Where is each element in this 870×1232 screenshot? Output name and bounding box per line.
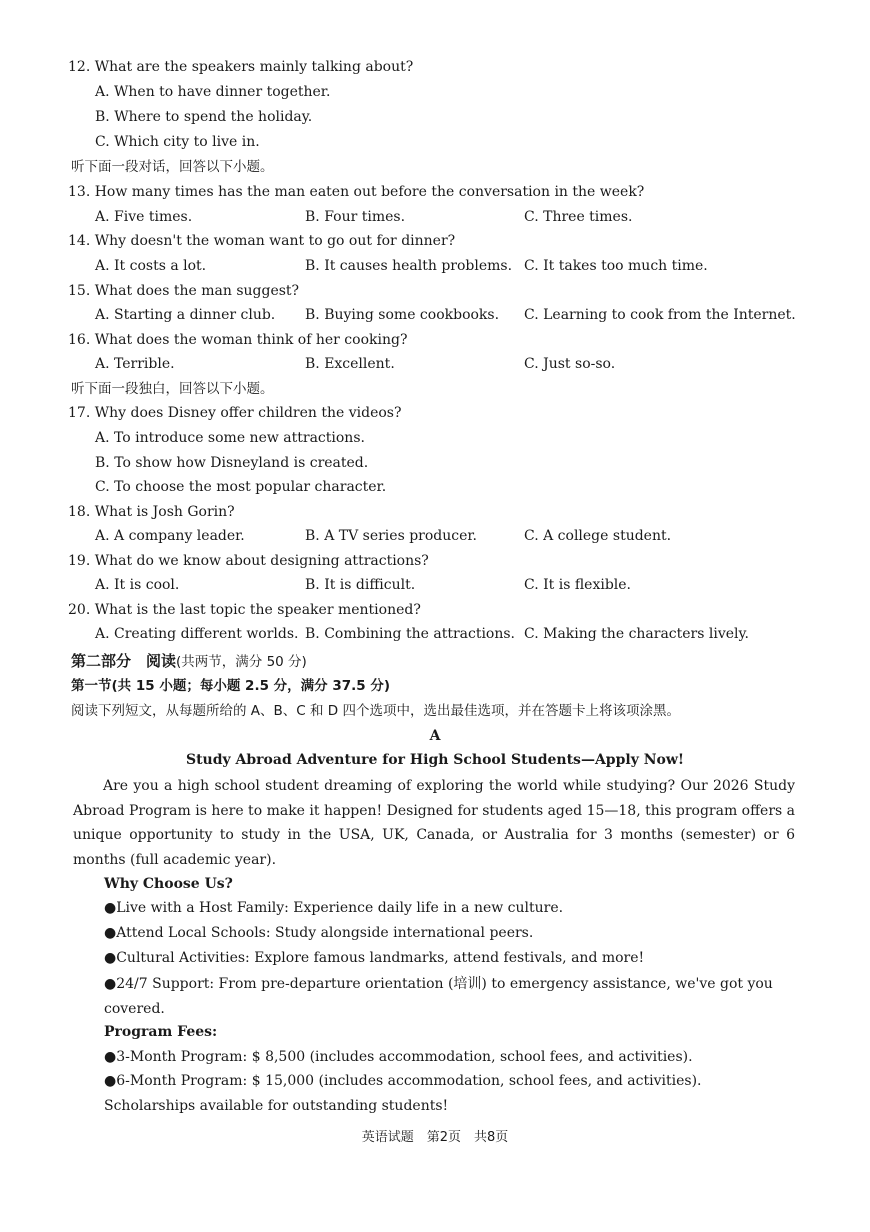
question-18: 18. What is Josh Gorin?	[68, 504, 235, 520]
section-heading: 第一节(共 15 小题；每小题 2.5 分，满分 37.5 分)	[71, 678, 391, 694]
bullet-support	[104, 972, 794, 1021]
option-13b: B. Four times.	[305, 209, 406, 225]
option-18c: C. A college student.	[524, 528, 672, 544]
option-15c: C. Learning to cook from the Internet.	[524, 307, 796, 323]
question-14: 14. Why doesn't the woman want to go out for dinner?	[68, 233, 456, 249]
option-18b: B. A TV series producer.	[305, 528, 477, 544]
option-12a: A. When to have dinner together.	[95, 84, 331, 100]
question-20: 20. What is the last topic the speaker mentioned?	[68, 602, 421, 618]
bullet-cultural-activities: ●Cultural Activities: Explore famous landmarks, attend festivals, and more!	[104, 950, 645, 966]
option-19c: C. It is flexible.	[524, 577, 632, 593]
instruction-dialogue: 听下面一段对话，回答以下小题。	[71, 159, 274, 175]
option-14a: A. It costs a lot.	[95, 258, 207, 274]
option-13a: A. Five times.	[95, 209, 193, 225]
option-17b: B. To show how Disneyland is created.	[95, 455, 369, 471]
scholarship-note: Scholarships available for outstanding students!	[104, 1098, 449, 1114]
option-20a: A. Creating different worlds.	[95, 626, 299, 642]
option-20b: B. Combining the attractions.	[305, 626, 516, 642]
option-17c: C. To choose the most popular character.	[95, 479, 387, 495]
option-12c: C. Which city to live in.	[95, 134, 260, 150]
question-13: 13. How many times has the man eaten out before the conversation in the week?	[68, 184, 645, 200]
bullet-host-family: ●Live with a Host Family: Experience daily life in a new culture.	[104, 900, 564, 916]
option-16a: A. Terrible.	[95, 356, 175, 372]
option-18a: A. A company leader.	[95, 528, 245, 544]
bullet-local-schools: ●Attend Local Schools: Study alongside international peers.	[104, 925, 534, 941]
option-16c: C. Just so-so.	[524, 356, 616, 372]
option-19b: B. It is difficult.	[305, 577, 416, 593]
question-16: 16. What does the woman think of her cooking?	[68, 332, 408, 348]
option-17a: A. To introduce some new attractions.	[95, 430, 365, 446]
why-heading: Why Choose Us?	[104, 876, 233, 892]
part-note: (共两节，满分 50 分)	[176, 654, 307, 670]
option-15b: B. Buying some cookbooks.	[305, 307, 500, 323]
question-15: 15. What does the man suggest?	[68, 283, 300, 299]
option-14c: C. It takes too much time.	[524, 258, 708, 274]
option-12b: B. Where to spend the holiday.	[95, 109, 313, 125]
option-15a: A. Starting a dinner club.	[95, 307, 276, 323]
passage-label: A	[429, 728, 441, 744]
passage-title: Study Abroad Adventure for High School Students—Apply Now!	[185, 752, 685, 768]
question-17: 17. Why does Disney offer children the videos?	[68, 405, 402, 421]
intro-text: Are you a high school student dreaming of exploring the world while studying? Our 2026 Study Abroad Program is here to make it happen! Designed for students aged 15—18, this program offers a unique opportunity to study in the USA, UK, Canada, or Australia for 3 months (semester) or 6 months (full academic year).	[73, 778, 796, 868]
part-title: 第二部分 阅读	[71, 652, 177, 670]
fee-6-month: ●6-Month Program: $ 15,000 (includes accommodation, school fees, and activities).	[104, 1073, 702, 1089]
option-20c: C. Making the characters lively.	[524, 626, 750, 642]
option-13c: C. Three times.	[524, 209, 633, 225]
page-footer: 英语试题 第2页 共8页	[361, 1130, 509, 1145]
question-12: 12. What are the speakers mainly talking about?	[68, 59, 414, 75]
option-14b: B. It causes health problems.	[305, 258, 513, 274]
bullet-support-text: ●24/7 Support: From pre-departure orientation (培训) to emergency assistance, we've got you covered.	[104, 976, 773, 1017]
part-heading	[71, 651, 307, 672]
question-19: 19. What do we know about designing attractions?	[68, 553, 429, 569]
reading-directions: 阅读下列短文，从每题所给的 A、B、C 和 D 四个选项中，选出最佳选项，并在答题卡上将该项涂黑。	[71, 703, 680, 719]
fees-heading: Program Fees:	[104, 1024, 218, 1040]
option-16b: B. Excellent.	[305, 356, 395, 372]
fee-3-month: ●3-Month Program: $ 8,500 (includes accommodation, school fees, and activities).	[104, 1049, 693, 1065]
instruction-monologue: 听下面一段独白，回答以下小题。	[71, 381, 274, 397]
option-19a: A. It is cool.	[95, 577, 180, 593]
intro-paragraph	[73, 774, 795, 872]
